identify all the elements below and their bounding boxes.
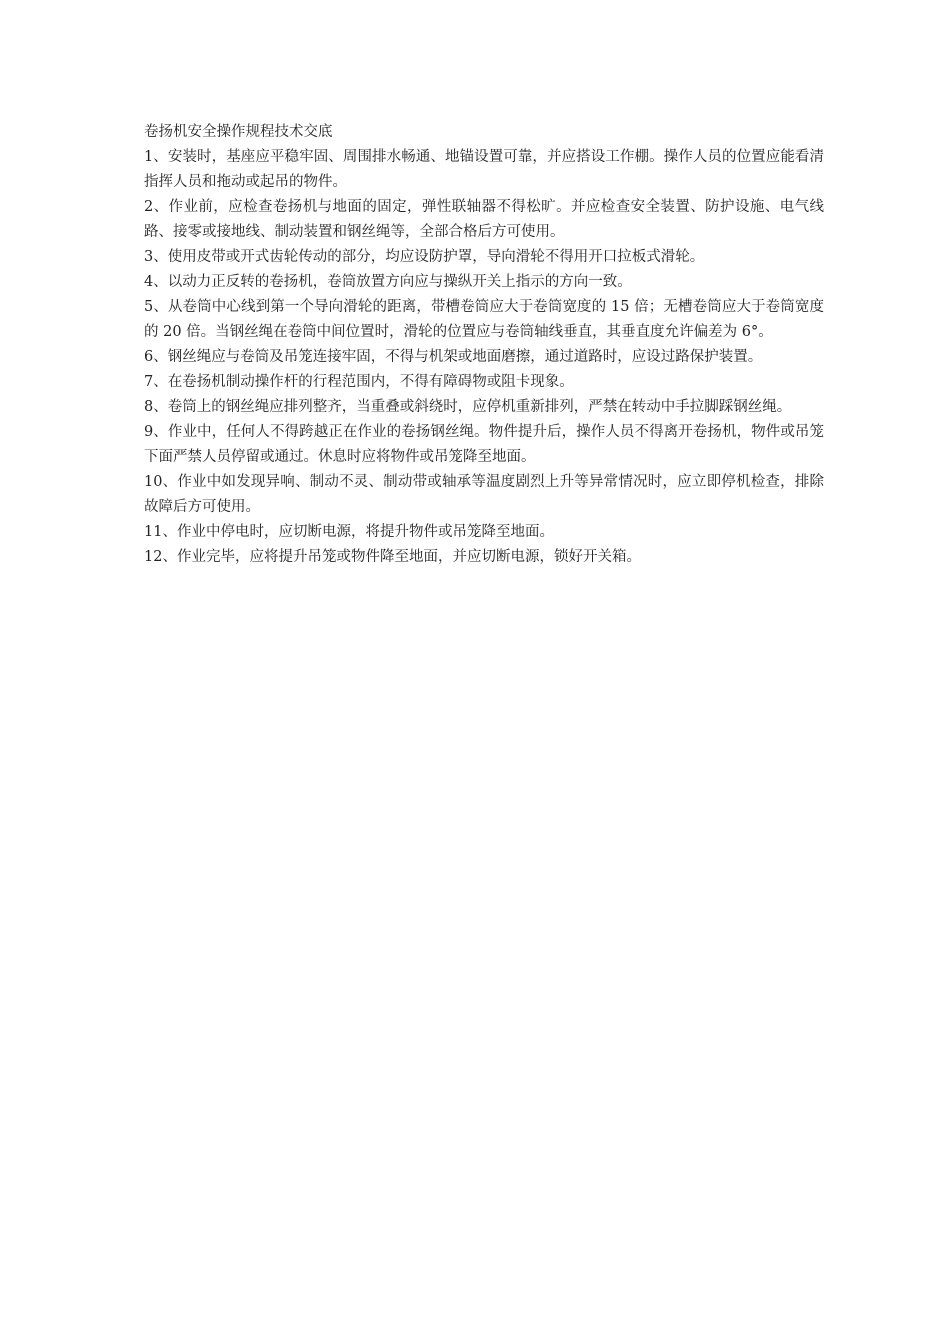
clause-12: 12、作业完毕，应将提升吊笼或物件降至地面，并应切断电源，锁好开关箱。 <box>144 549 641 565</box>
clause-2: 2、作业前，应检查卷扬机与地面的固定，弹性联轴器不得松旷。并应检查安全装置、防护设施、电气线路、接零或接地线、制动装置和钢丝绳等，全部合格后方可使用。 <box>144 199 824 240</box>
clause-7: 7、在卷扬机制动操作杆的行程范围内，不得有障碍物或阻卡现象。 <box>144 374 574 390</box>
clause-5: 5、从卷筒中心线到第一个导向滑轮的距离，带槽卷筒应大于卷筒宽度的 15 倍；无槽卷筒应大于卷筒宽度的 20 倍。当钢丝绳在卷筒中间位置时，滑轮的位置应与卷筒轴线垂直，其垂直度允许偏差为 6°。 <box>144 299 824 340</box>
clause-9: 9、作业中，任何人不得跨越正在作业的卷扬钢丝绳。物件提升后，操作人员不得离开卷扬机，物件或吊笼下面严禁人员停留或通过。休息时应将物件或吊笼降至地面。 <box>144 424 824 465</box>
clause-4: 4、以动力正反转的卷扬机，卷筒放置方向应与操纵开关上指示的方向一致。 <box>144 274 632 290</box>
clause-1: 1、安装时，基座应平稳牢固、周围排水畅通、地锚设置可靠，并应搭设工作棚。操作人员的位置应能看清指挥人员和拖动或起吊的物件。 <box>144 149 824 190</box>
clause-11: 11、作业中停电时，应切断电源，将提升物件或吊笼降至地面。 <box>144 524 554 540</box>
clause-10: 10、作业中如发现异响、制动不灵、制动带或轴承等温度剧烈上升等异常情况时，应立即停机检查，排除故障后方可使用。 <box>144 474 824 515</box>
clause-3: 3、使用皮带或开式齿轮传动的部分，均应设防护罩，导向滑轮不得用开口拉板式滑轮。 <box>144 249 705 265</box>
document-title: 卷扬机安全操作规程技术交底 <box>144 124 333 140</box>
clause-6: 6、钢丝绳应与卷筒及吊笼连接牢固，不得与机架或地面磨擦，通过道路时，应设过路保护装置。 <box>144 349 763 365</box>
document-body <box>144 120 824 570</box>
clause-8: 8、卷筒上的钢丝绳应排列整齐，当重叠或斜绕时，应停机重新排列，严禁在转动中手拉脚踩钢丝绳。 <box>144 399 792 415</box>
